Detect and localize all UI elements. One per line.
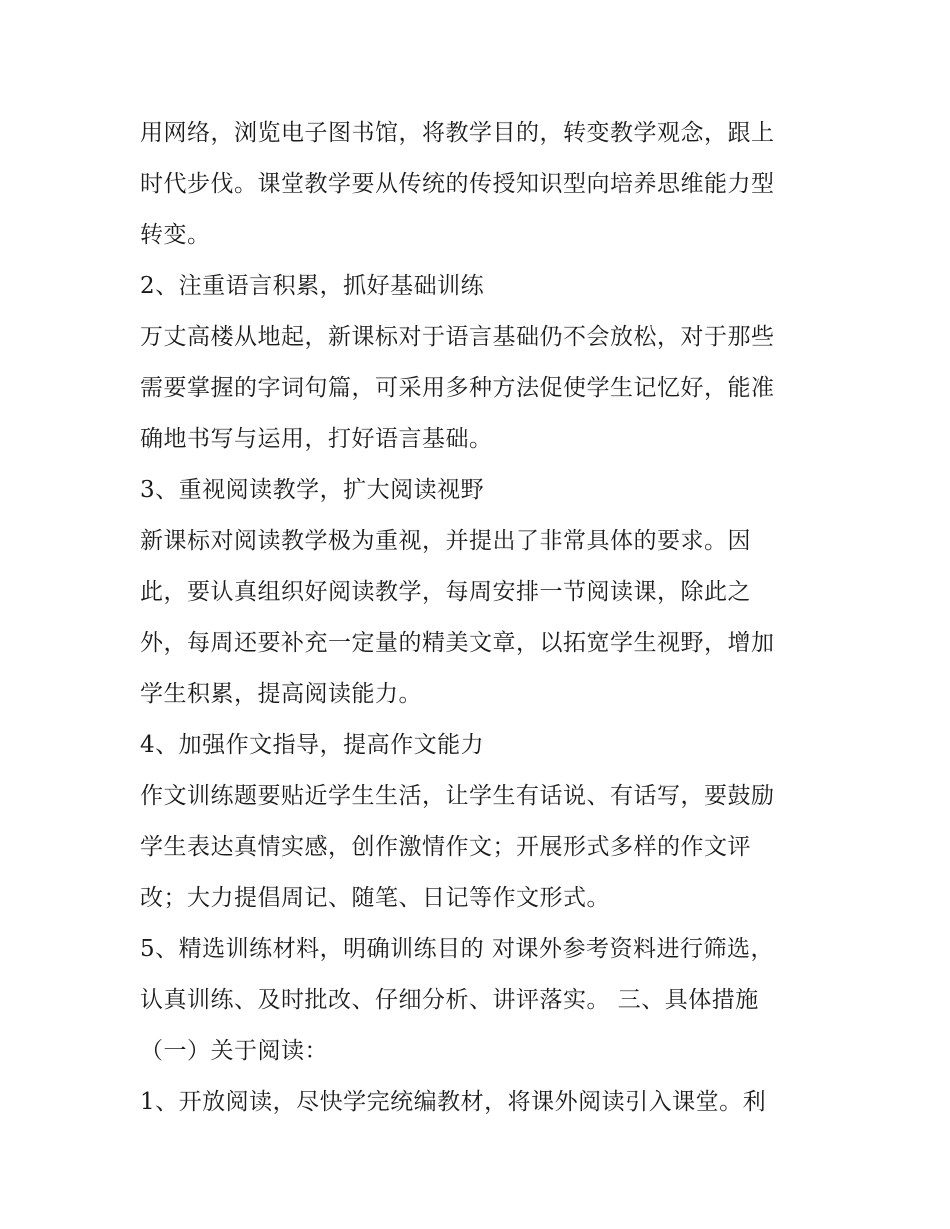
text-line: 1、开放阅读，尽快学完统编教材，将课外阅读引入课堂。利 — [140, 1089, 767, 1115]
section-heading: 2、注重语言积累，抓好基础训练 — [140, 273, 485, 299]
text-line: 用网络，浏览电子图书馆，将教学目的，转变教学观念，跟上 — [140, 120, 775, 146]
text-line: 时代步伐。课堂教学要从传统的传授知识型向培养思维能力型 — [140, 171, 775, 197]
text-line: 学生积累，提高阅读能力。 — [140, 681, 422, 707]
text-line: 认真训练、及时批改、仔细分析、讲评落实。 三、具体措施 — [140, 987, 759, 1013]
text-line: 万丈高楼从地起，新课标对于语言基础仍不会放松，对于那些 — [140, 324, 775, 350]
text-line: 外，每周还要补充一定量的精美文章，以拓宽学生视野，增加 — [140, 630, 775, 656]
text-line: 改；大力提倡周记、随笔、日记等作文形式。 — [140, 885, 610, 911]
text-line: 需要掌握的字词句篇，可采用多种方法促使学生记忆好，能准 — [140, 375, 775, 401]
text-line: 转变。 — [140, 222, 211, 248]
text-line: 学生表达真情实感，创作激情作文；开展形式多样的作文评 — [140, 834, 751, 860]
subsection-heading: （一）关于阅读： — [140, 1038, 328, 1064]
text-line: 新课标对阅读教学极为重视，并提出了非常具体的要求。因 — [140, 528, 751, 554]
text-line: 作文训练题要贴近学生生活，让学生有话说、有话写，要鼓励 — [140, 783, 775, 809]
text-line: 此，要认真组织好阅读教学，每周安排一节阅读课，除此之 — [140, 579, 751, 605]
section-heading: 4、加强作文指导，提高作文能力 — [140, 732, 485, 758]
document-page — [140, 108, 820, 1128]
section-heading: 5、精选训练材料，明确训练目的 对课外参考资料进行筛选， — [140, 936, 774, 962]
text-line: 确地书写与运用，打好语言基础。 — [140, 426, 493, 452]
section-heading: 3、重视阅读教学，扩大阅读视野 — [140, 477, 485, 503]
